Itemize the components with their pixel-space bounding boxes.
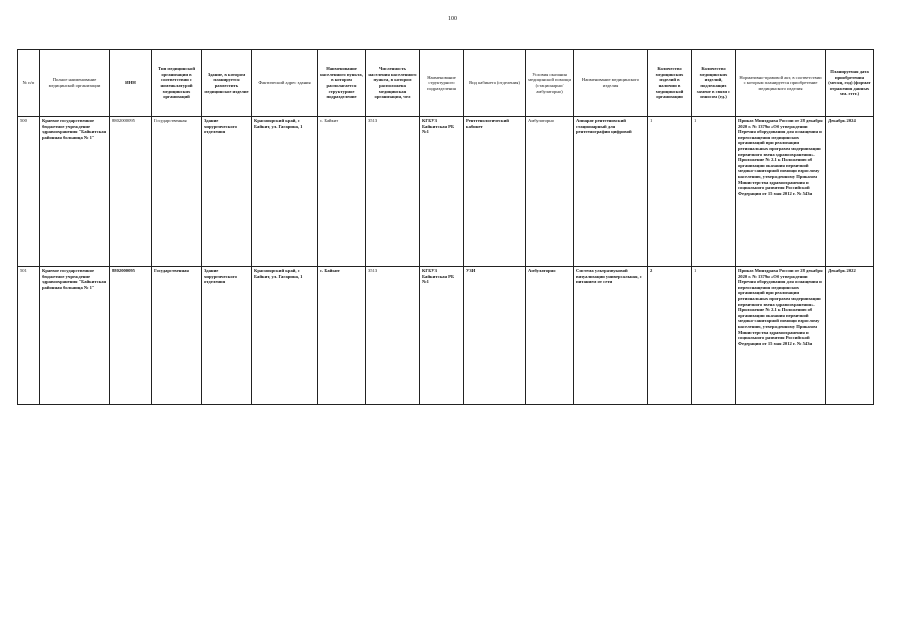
cell-conditions: Амбулаторно bbox=[526, 267, 574, 405]
cell-type: Государственная bbox=[152, 267, 202, 405]
header-cell: Планируемая дата приобретения (месяц, год) (формат отражения данных мм. гггг.) bbox=[826, 50, 874, 117]
cell-locality: с. Байкит bbox=[318, 117, 366, 267]
cell-population: 3513 bbox=[366, 117, 420, 267]
cell-org: Краевое государственное бюджетное учреждение здравоохранения "Байкитская районная больница № 1" bbox=[40, 117, 110, 267]
header-cell: Полное наименование медицинской организации bbox=[40, 50, 110, 117]
header-cell: Вид кабинета (отделения) bbox=[464, 50, 526, 117]
table-row bbox=[18, 267, 874, 405]
header-cell: Нормативно-правовой акт, в соответствии с которым планируется приобретение медицинского изделия bbox=[736, 50, 826, 117]
header-cell: ИНН bbox=[110, 50, 152, 117]
cell-date: Декабрь 2022 bbox=[826, 267, 874, 405]
header-cell: Численность населения населенного пункта, в котором расположена медицинская организация, чел bbox=[366, 50, 420, 117]
cell-subdivision: КГБУЗ Байкитская РБ №1 bbox=[420, 267, 464, 405]
cell-legal-act: Приказ Минздрава России от 28 декабря 2020 г. № 1379н «Об утверждении Перечня оборудования для оснащения и переоснащения медицинских организаций при реализации региональных программ модернизации первичного звена здравоохранения». Приложение № 2.1 к Положению об организации оказания первичной медико-санитарной помощи взрослому населению, утвержденному Приказом Министерства здравоохранения и социального развития Российской Федерации от 15 мая 2012 г. № 543н bbox=[736, 267, 826, 405]
cell-subdivision: КГБУЗ Байкитская РБ №1 bbox=[420, 117, 464, 267]
cell-num: 500 bbox=[18, 117, 40, 267]
cell-qty-available: 2 bbox=[648, 267, 692, 405]
cell-num: 501 bbox=[18, 267, 40, 405]
cell-cabinet: УЗИ bbox=[464, 267, 526, 405]
header-cell: Наименование структурного подразделения bbox=[420, 50, 464, 117]
header-cell: Условия оказания медицинской помощи (стационарно/амбулаторно) bbox=[526, 50, 574, 117]
page-number: 100 bbox=[448, 16, 457, 22]
cell-population: 3513 bbox=[366, 267, 420, 405]
cell-cabinet: Рентгенологический кабинет bbox=[464, 117, 526, 267]
header-cell: Тип медицинской организации в соответствии с номенклатурой медицинских организаций bbox=[152, 50, 202, 117]
cell-date: Декабрь 2024 bbox=[826, 117, 874, 267]
header-cell: № п/п bbox=[18, 50, 40, 117]
cell-address: Красноярский край, с Байкит, ул. Гагарина, 1 bbox=[252, 267, 318, 405]
cell-building: Здание хирургического отделения bbox=[202, 117, 252, 267]
cell-qty-available: 1 bbox=[648, 117, 692, 267]
cell-device: Система ультразвуковой визуализации универсальная, с питанием от сети bbox=[574, 267, 648, 405]
header-cell: Здание, в котором планируется разместить медицинское изделие bbox=[202, 50, 252, 117]
table-row bbox=[18, 117, 874, 267]
equipment-table bbox=[17, 49, 874, 405]
cell-qty-replace: 1 bbox=[692, 267, 736, 405]
cell-org: Краевое государственное бюджетное учреждение здравоохранения "Байкитская районная больница № 1" bbox=[40, 267, 110, 405]
header-cell: Наименование медицинского изделия bbox=[574, 50, 648, 117]
header-cell: Количество медицинских изделий в наличии в медицинской организации bbox=[648, 50, 692, 117]
cell-address: Красноярский край, с Байкит, ул. Гагарина, 1 bbox=[252, 117, 318, 267]
header-cell: Количество медицинских изделий, подлежащих замене в связи с износом (ед.) bbox=[692, 50, 736, 117]
cell-locality: с. Байкит bbox=[318, 267, 366, 405]
cell-building: Здание хирургического отделения bbox=[202, 267, 252, 405]
cell-inn: 8802000095 bbox=[110, 267, 152, 405]
cell-type: Государственная bbox=[152, 117, 202, 267]
cell-qty-replace: 1 bbox=[692, 117, 736, 267]
cell-device: Аппарат рентгеновский стационарный для рентгенографии цифровой bbox=[574, 117, 648, 267]
header-cell: Наименование населенного пункта, в котором располагается структурное подразделение bbox=[318, 50, 366, 117]
header-row bbox=[18, 50, 874, 117]
cell-legal-act: Приказ Минздрава России от 28 декабря 2020 г. № 1379н «Об утверждении Перечня оборудования для оснащения и переоснащения медицинских организаций при реализации региональных программ модернизации первичного звена здравоохранения». Приложение № 2.1 к Положению об организации оказания первичной медико-санитарной помощи взрослому населению, утвержденному Приказом Министерства здравоохранения и социального развития Российской Федерации от 15 мая 2012 г. № 543н bbox=[736, 117, 826, 267]
cell-inn: 8802000095 bbox=[110, 117, 152, 267]
cell-conditions: Амбулаторно bbox=[526, 117, 574, 267]
header-cell: Фактический адрес здания bbox=[252, 50, 318, 117]
